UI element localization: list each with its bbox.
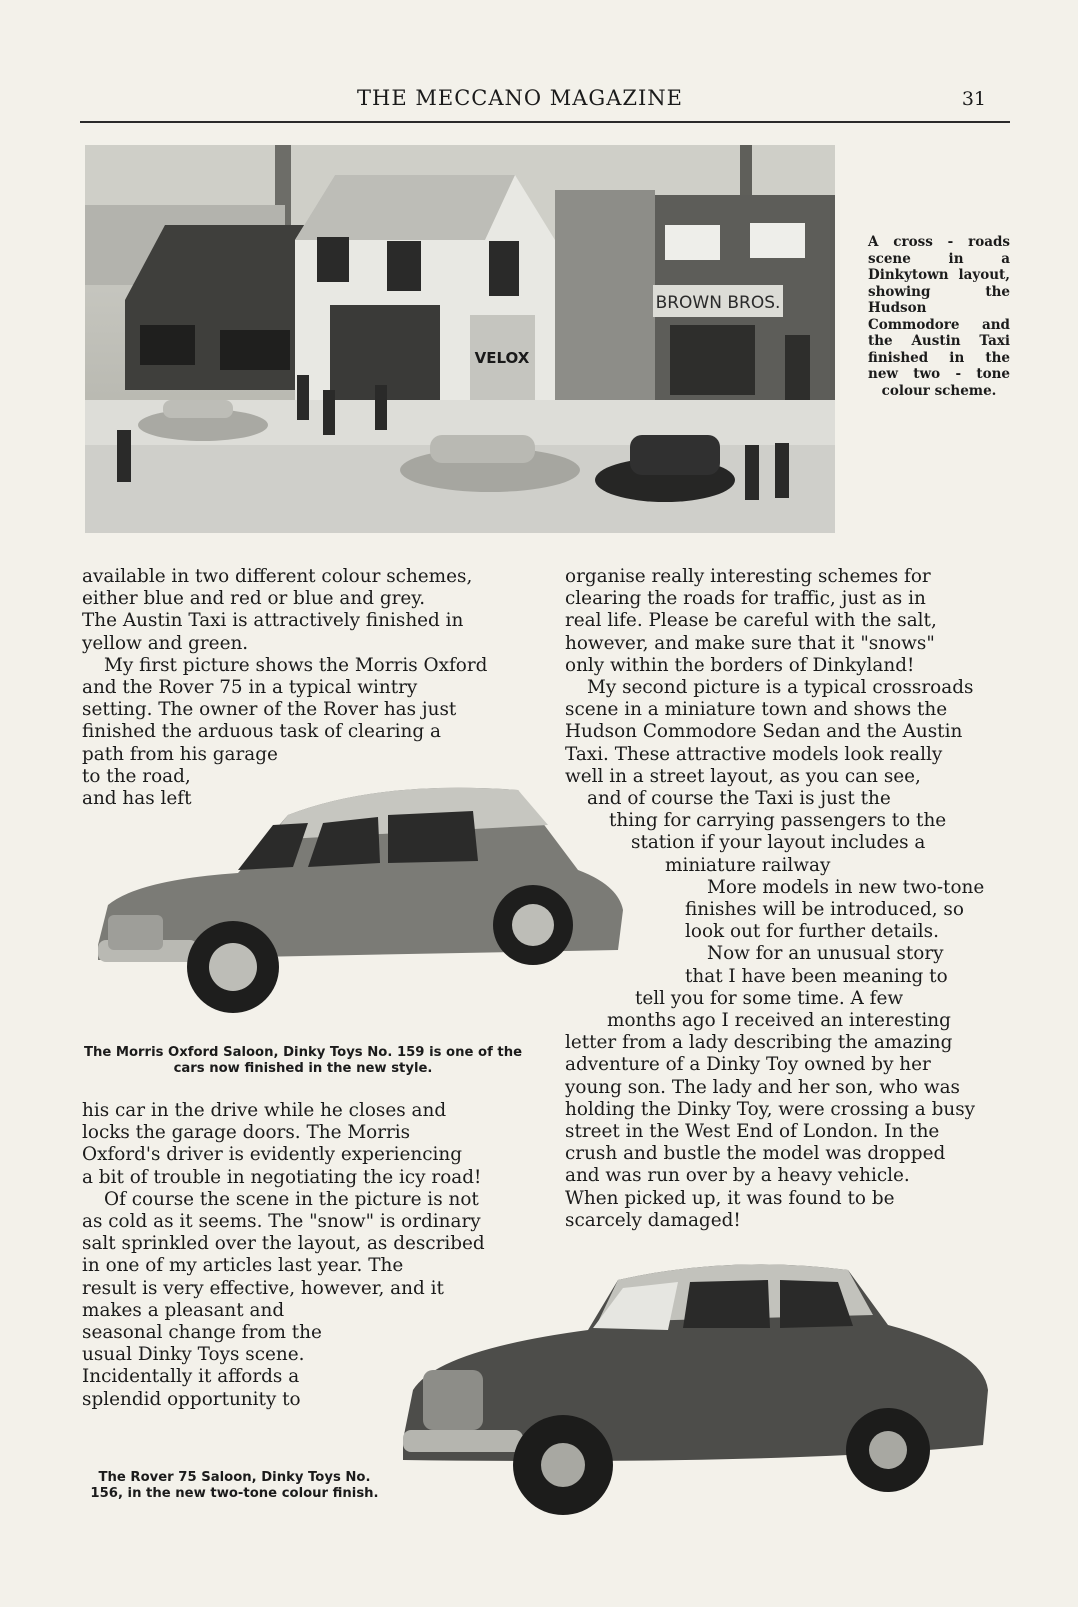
text-line: My first picture shows the Morris Oxford <box>104 654 488 676</box>
right-column <box>565 566 1010 1232</box>
text-line: splendid opportunity to <box>82 1388 301 1410</box>
text-line: miniature railway <box>665 854 831 876</box>
text-line: holding the Dinky Toy, were crossing a busy <box>565 1098 976 1120</box>
text-line: organise really interesting schemes for <box>565 566 931 587</box>
text-line: look out for further details. <box>685 921 939 943</box>
text-line: only within the borders of Dinkyland! <box>565 654 915 676</box>
text-line: however, and make sure that it "snows" <box>565 632 935 654</box>
morris-oxford-photo <box>78 775 633 1030</box>
text-line: setting. The owner of the Rover has just <box>82 699 457 721</box>
text-line: Of course the scene in the picture is not <box>104 1188 479 1210</box>
text-line: Now for an unusual story <box>707 943 944 965</box>
text-line: When picked up, it was found to be <box>565 1187 895 1209</box>
text-line: finishes will be introduced, so <box>685 899 964 921</box>
crossroads-photo <box>85 145 835 533</box>
text-line: and has left <box>82 788 192 810</box>
page-number: 31 <box>961 88 986 110</box>
text-line: his car in the drive while he closes and <box>82 1100 447 1121</box>
text-line: seasonal change from the <box>82 1322 322 1344</box>
text-line: Taxi. These attractive models look really <box>565 743 943 765</box>
text-line: adventure of a Dinky Toy owned by her <box>565 1054 931 1076</box>
text-line: crush and bustle the model was dropped <box>565 1143 946 1165</box>
text-line: scene in a miniature town and shows the <box>565 699 948 721</box>
text-line: clearing the roads for traffic, just as in <box>565 588 926 610</box>
text-line: letter from a lady describing the amazing <box>565 1032 953 1054</box>
text-line: to the road, <box>82 765 191 787</box>
text-line: and was run over by a heavy vehicle. <box>565 1165 910 1187</box>
text-line: result is very effective, however, and it <box>82 1277 444 1299</box>
text-line: that I have been meaning to <box>685 965 948 987</box>
rover-photo-caption: The Rover 75 Saloon, Dinky Toys No. 156, in the new two-tone colour finish. <box>90 1470 379 1501</box>
text-line: usual Dinky Toys scene. <box>82 1344 305 1366</box>
morris-photo-caption: The Morris Oxford Saloon, Dinky Toys No. 159 is one of the cars now finished in the new style. <box>83 1045 523 1076</box>
text-line: young son. The lady and her son, who was <box>565 1076 960 1098</box>
text-line: makes a pleasant and <box>82 1299 285 1321</box>
text-line: Incidentally it affords a <box>82 1366 300 1388</box>
text-line: locks the garage doors. The Morris <box>82 1122 411 1144</box>
text-line: real life. Please be careful with the salt, <box>565 610 937 632</box>
text-line: path from his garage <box>82 743 278 765</box>
text-line: either blue and red or blue and grey. <box>82 588 426 610</box>
text-line: Oxford's driver is evidently experiencing <box>82 1144 463 1166</box>
text-line: More models in new two-tone <box>707 876 985 898</box>
text-line: a bit of trouble in negotiating the icy road! <box>82 1166 482 1188</box>
header-rule <box>80 121 1010 123</box>
velox-sign: VELOX <box>474 349 530 367</box>
text-line: station if your layout includes a <box>631 832 926 854</box>
street-photo-caption: A cross - roads scene in a Dinkytown layout, showing the Hudson Commodore and the Austin Taxi finished in the new two - tone colour scheme. <box>868 234 1010 399</box>
text-line: thing for carrying passengers to the <box>609 810 947 832</box>
text-line: salt sprinkled over the layout, as described <box>82 1233 485 1255</box>
brown-bros-sign: BROWN BROS. <box>655 293 781 313</box>
text-line: and the Rover 75 in a typical wintry <box>82 677 418 699</box>
text-line: The Austin Taxi is attractively finished in <box>82 610 464 632</box>
text-line: scarcely damaged! <box>565 1209 741 1231</box>
text-line: My second picture is a typical crossroads <box>587 677 974 699</box>
text-line: as cold as it seems. The "snow" is ordinary <box>82 1211 481 1233</box>
text-line: yellow and green. <box>82 632 249 654</box>
text-line: tell you for some time. A few <box>635 987 904 1009</box>
text-line: Hudson Commodore Sedan and the Austin <box>565 721 963 743</box>
left-column-top <box>82 566 524 810</box>
text-line: well in a street layout, as you can see, <box>565 765 921 787</box>
rover-75-photo <box>398 1260 1013 1522</box>
text-line: and of course the Taxi is just the <box>587 788 891 810</box>
text-line: in one of my articles last year. The <box>82 1255 404 1277</box>
text-line: finished the arduous task of clearing a <box>82 721 441 743</box>
text-line: available in two different colour schemes, <box>82 566 473 587</box>
text-line: months ago I received an interesting <box>607 1010 951 1032</box>
text-line: street in the West End of London. In the <box>565 1121 940 1143</box>
magazine-title: THE MECCANO MAGAZINE <box>357 86 683 110</box>
